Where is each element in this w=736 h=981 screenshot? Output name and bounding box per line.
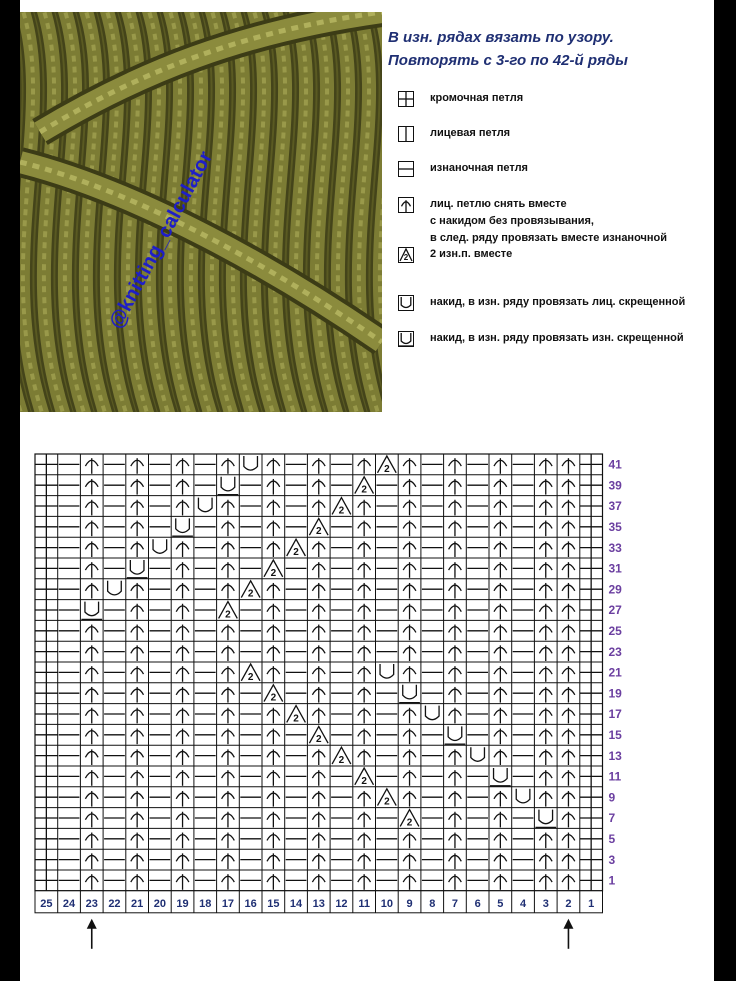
column-label: 20 <box>153 897 166 910</box>
column-label: 11 <box>358 897 370 910</box>
column-label: 15 <box>267 897 280 910</box>
legend-line: лиц. петлю снять вместе <box>430 198 567 210</box>
row-label: 29 <box>608 582 622 597</box>
column-label: 1 <box>588 897 595 910</box>
repeat-arrow-icon <box>563 919 573 949</box>
row-label: 37 <box>608 499 622 514</box>
row-label: 41 <box>608 457 622 472</box>
svg-text:2: 2 <box>225 609 231 621</box>
row-label: 17 <box>608 707 622 722</box>
row-label: 7 <box>608 811 616 826</box>
column-label: 16 <box>244 897 257 910</box>
svg-text:2: 2 <box>384 796 390 808</box>
legend-line: кромочная петля <box>430 92 524 104</box>
column-label: 21 <box>131 897 144 910</box>
svg-text:2: 2 <box>406 817 413 829</box>
title-line-1: В изн. рядах вязать по узору. <box>388 29 614 46</box>
row-label: 1 <box>608 873 616 888</box>
svg-text:2: 2 <box>361 484 367 496</box>
row-label: 5 <box>608 831 616 846</box>
row-label: 19 <box>608 686 622 701</box>
legend-line: накид, в изн. ряду провязать изн. скрещенной <box>430 332 684 344</box>
svg-text:2: 2 <box>293 547 299 558</box>
row-label: 31 <box>608 561 622 576</box>
watermark-text: @knitting_calculator <box>104 147 218 333</box>
column-label: 2 <box>565 897 572 910</box>
legend-line: лицевая петля <box>430 127 511 139</box>
column-label: 9 <box>406 897 413 910</box>
row-label: 11 <box>608 769 622 784</box>
column-label: 6 <box>474 897 481 910</box>
svg-text:2: 2 <box>384 463 390 475</box>
column-label: 12 <box>335 897 348 910</box>
svg-text:2: 2 <box>338 755 345 766</box>
column-label: 25 <box>40 897 53 910</box>
column-label: 19 <box>176 897 189 910</box>
column-label: 3 <box>542 897 549 910</box>
row-label: 39 <box>608 478 622 493</box>
svg-text:2: 2 <box>293 713 299 725</box>
column-label: 13 <box>312 897 325 910</box>
row-label: 13 <box>608 748 622 763</box>
column-label: 22 <box>108 897 121 910</box>
row-label: 25 <box>608 623 622 638</box>
svg-text:2: 2 <box>270 692 277 704</box>
row-label: 9 <box>608 790 616 805</box>
legend-line: изнаночная петля <box>430 162 528 174</box>
legend-line: с накидом без провязывания, <box>430 215 594 227</box>
svg-text:2: 2 <box>361 775 367 787</box>
row-label: 33 <box>608 540 622 555</box>
svg-text:2: 2 <box>403 253 409 262</box>
svg-text:2: 2 <box>315 526 322 538</box>
row-label: 27 <box>608 603 622 618</box>
column-label: 7 <box>451 897 459 910</box>
row-label: 23 <box>608 644 622 659</box>
column-label: 8 <box>429 897 436 910</box>
svg-text:2: 2 <box>247 671 254 683</box>
legend-line: 2 изн.п. вместе <box>430 248 513 260</box>
row-label: 35 <box>608 519 622 534</box>
column-label: 23 <box>85 897 98 910</box>
svg-text:2: 2 <box>270 567 277 579</box>
column-label: 24 <box>62 897 76 910</box>
column-label: 14 <box>289 897 303 910</box>
title-line-2: Повторять с 3-го по 42-й ряды <box>388 52 628 69</box>
legend-line: накид, в изн. ряду провязать лиц. скрещенной <box>430 296 686 308</box>
column-label: 10 <box>380 897 393 910</box>
column-label: 5 <box>497 897 504 910</box>
repeat-arrow-icon <box>87 919 97 949</box>
column-label: 4 <box>519 897 527 910</box>
row-label: 3 <box>608 852 616 867</box>
svg-text:2: 2 <box>315 734 322 746</box>
column-label: 17 <box>221 897 235 910</box>
row-label: 15 <box>608 727 622 742</box>
svg-text:2: 2 <box>338 505 345 517</box>
svg-text:2: 2 <box>247 588 254 600</box>
column-label: 18 <box>199 897 212 910</box>
row-label: 21 <box>608 665 622 680</box>
legend-line: в след. ряду провязать вместе изнаночной <box>430 232 668 244</box>
